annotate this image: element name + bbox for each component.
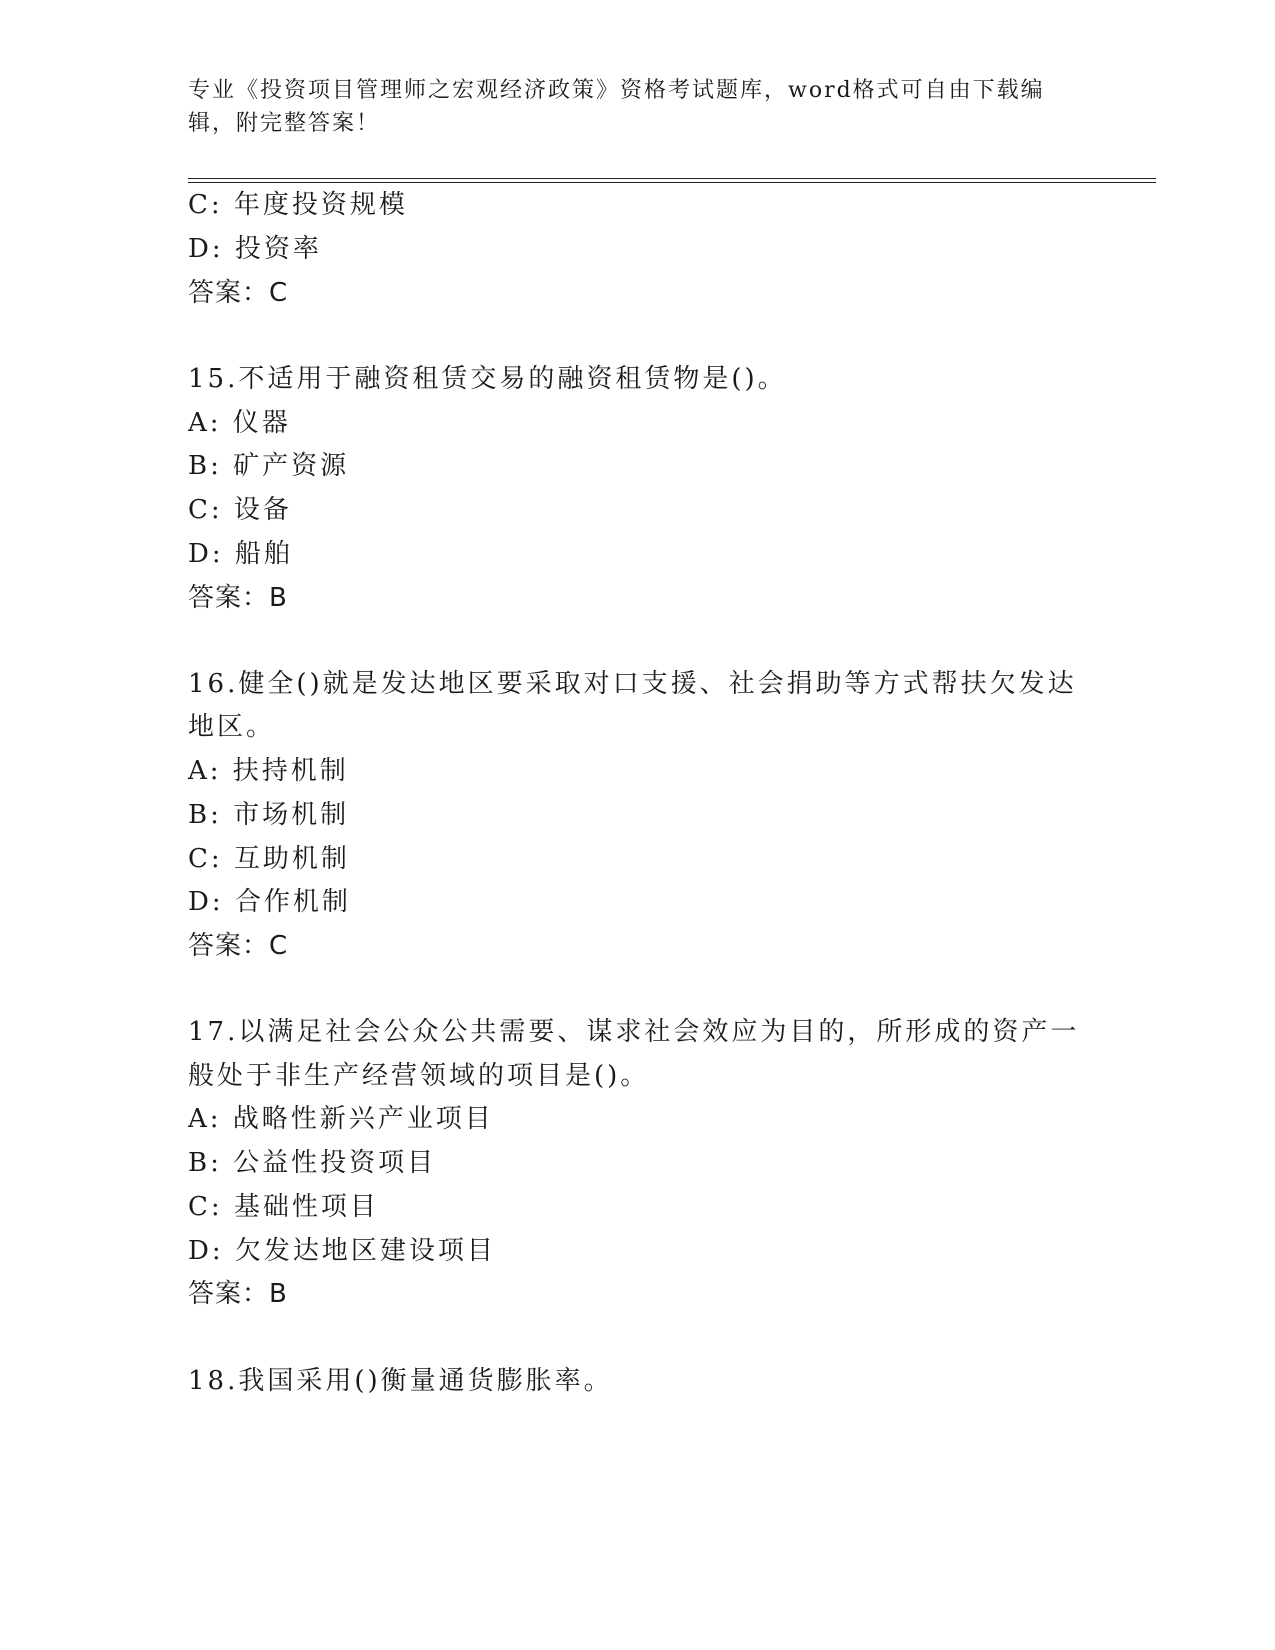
option-d: D: 船舶 — [188, 539, 293, 569]
option-c: C: 设备 — [188, 495, 292, 525]
question-15: 15.不适用于融资租赁交易的融资租赁物是()。 — [188, 364, 787, 394]
answer: 答案：C — [188, 931, 289, 961]
option-c: C: 年度投资规模 — [188, 190, 408, 220]
header-line-2: 辑，附完整答案！ — [188, 111, 381, 136]
question-17: 17.以满足社会公众公共需要、谋求社会效应为目的，所形成的资产一 — [188, 1017, 1080, 1047]
option-c: C: 互助机制 — [188, 844, 350, 874]
option-d: D: 欠发达地区建设项目 — [188, 1236, 496, 1266]
option-d: D: 投资率 — [188, 234, 322, 264]
option-a: A: 仪器 — [188, 408, 291, 438]
header-line-1: 专业《投资项目管理师之宏观经济政策》资格考试题库，word格式可自由下载编 — [188, 78, 1045, 103]
question-16-continued: 地区。 — [188, 712, 276, 742]
question-18: 18.我国采用()衡量通货膨胀率。 — [188, 1366, 613, 1396]
option-b: B: 市场机制 — [188, 800, 350, 830]
option-a: A: 战略性新兴产业项目 — [188, 1104, 494, 1134]
question-17-continued: 般处于非生产经营领域的项目是()。 — [188, 1061, 650, 1091]
option-a: A: 扶持机制 — [188, 756, 349, 786]
question-16: 16.健全()就是发达地区要采取对口支援、社会捐助等方式帮扶欠发达 — [188, 669, 1077, 699]
option-b: B: 公益性投资项目 — [188, 1148, 437, 1178]
option-b: B: 矿产资源 — [188, 451, 350, 481]
option-d: D: 合作机制 — [188, 887, 351, 917]
option-c: C: 基础性项目 — [188, 1192, 379, 1222]
header-divider — [188, 178, 1156, 183]
answer: 答案：B — [188, 583, 288, 613]
answer: 答案：B — [188, 1279, 288, 1309]
answer: 答案：C — [188, 278, 289, 308]
document-header — [188, 74, 1088, 140]
